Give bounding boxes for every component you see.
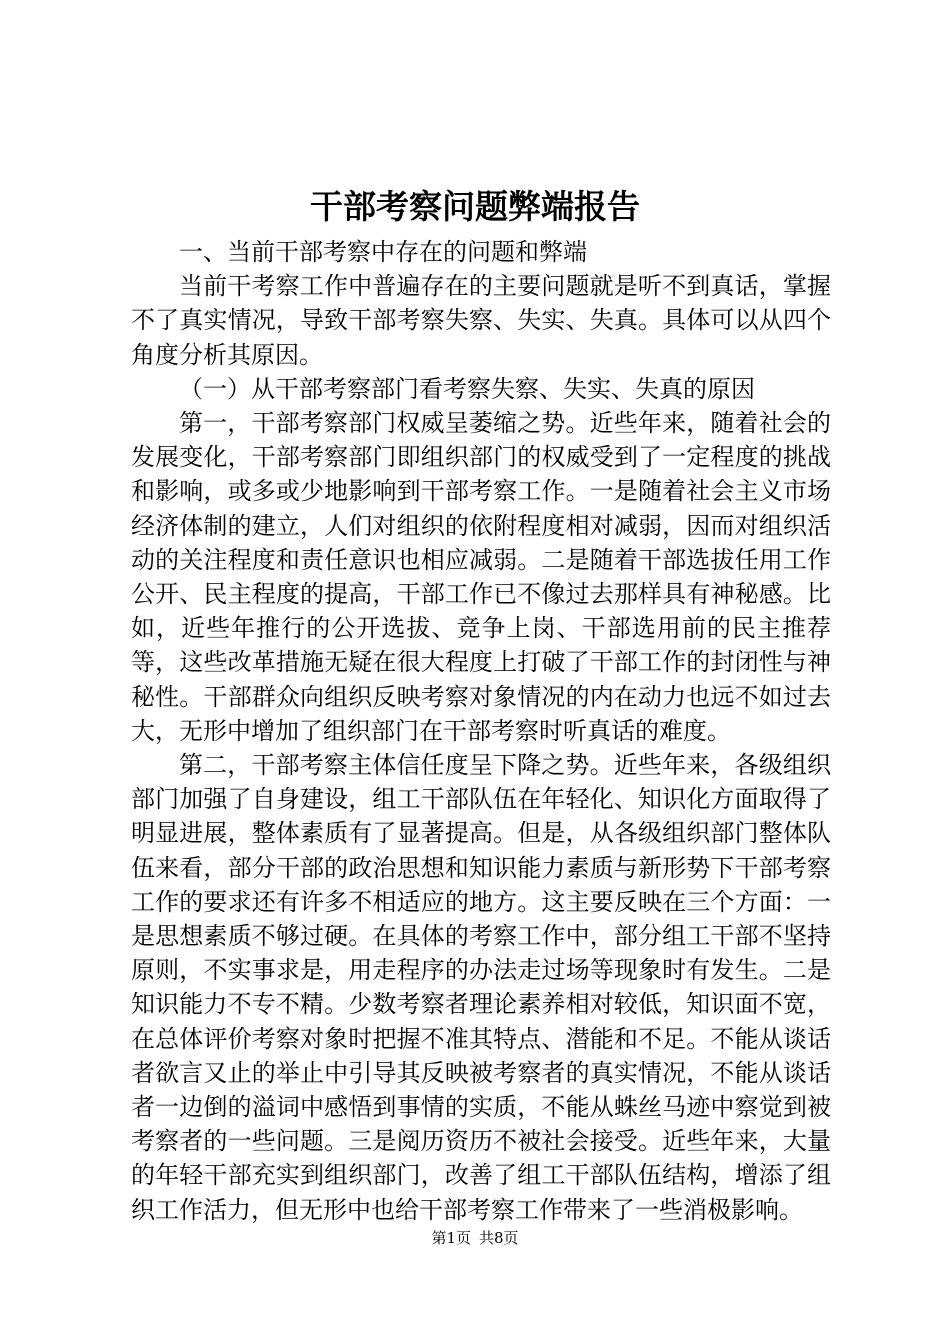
page-total: 共8页 — [479, 1229, 519, 1247]
paragraph: 第一，干部考察部门权威呈萎缩之势。近些年来，随着社会的发展变化，干部考察部门即组织部门的权威受到了一定程度的挑战和影响，或多或少地影响到干部考察工作。一是随着社会主义市场经济体制的建立，人们对组织的依附程度相对减弱，因而对组织活动的关注程度和责任意识也相应减弱。二是随着干部选拔任用工作公开、民主程度的提高，干部工作已不像过去那样具有神秘感。比如，近些年推行的公开选拔、竞争上岗、干部选用前的民主推荐等，这些改革措施无疑在很大程度上打破了干部工作的封闭性与神秘性。干部群众向组织反映考察对象情况的内在动力也远不如过去大，无形中增加了组织部门在干部考察时听真话的难度。 — [131, 409, 831, 745]
page-number: 第1页 — [431, 1229, 471, 1247]
subsection-heading: （一）从干部考察部门看考察失察、失实、失真的原因 — [179, 374, 755, 403]
document-body — [131, 235, 831, 1227]
paragraph: 当前干考察工作中普遍存在的主要问题就是听不到真话，掌握不了真实情况，导致干部考察失察、失实、失真。具体可以从四个角度分析其原因。 — [131, 272, 831, 369]
document-title: 干部考察问题弊端报告 — [310, 187, 640, 226]
section-heading: 一、当前干部考察中存在的问题和弊端 — [179, 238, 587, 266]
page-footer — [0, 1228, 950, 1248]
paragraph: 第二，干部考察主体信任度呈下降之势。近些年来，各级组织部门加强了自身建设，组工干部队伍在年轻化、知识化方面取得了明显进展，整体素质有了显著提高。但是，从各级组织部门整体队伍来看，部分干部的政治思想和知识能力素质与新形势下干部考察工作的要求还有许多不相适应的地方。这主要反映在三个方面：一是思想素质不够过硬。在具体的考察工作中，部分组工干部不坚持原则，不实事求是，用走程序的办法走过场等现象时有发生。二是知识能力不专不精。少数考察者理论素养相对较低，知识面不宽，在总体评价考察对象时把握不准其特点、潜能和不足。不能从谈话者欲言又止的举止中引导其反映被考察者的真实情况，不能从谈话者一边倒的溢词中感悟到事情的实质，不能从蛛丝马迹中察觉到被考察者的一些问题。三是阅历资历不被社会接受。近些年来，大量的年轻干部充实到组织部门，改善了组工干部队伍结构，增添了组织工作活力，但无形中也给干部考察工作带来了一些消极影响。 — [131, 751, 831, 1224]
